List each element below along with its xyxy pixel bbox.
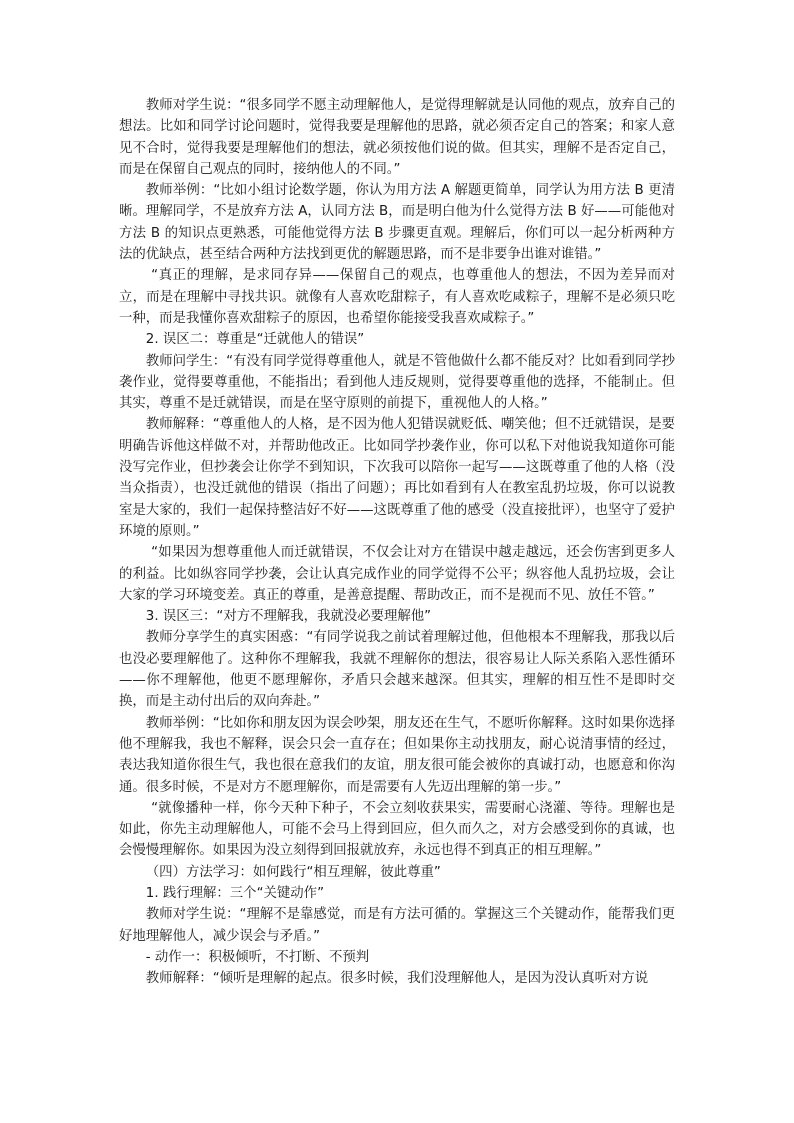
body-paragraph: 教师举例：“比如小组讨论数学题，你认为用方法 A 解题更简单，同学认为用方法 B 更清晰。理解同学，不是放弃方法 A，认同方法 B，而是明白他为什么觉得方法 B 好——可能他对方法 B 的知识点更熟悉，可能他觉得方法 B 步骤更直观。理解后，你们可以一起分析两种方法的优缺点，甚至结合两种方法找到更优的解题思路，而不是非要争出谁对谁错。”	[119, 183, 675, 263]
section-heading: 1. 践行理解：三个“关键动作”	[145, 885, 324, 901]
body-paragraph: 教师对学生说：“很多同学不愿主动理解他人，是觉得理解就是认同他的观点，放弃自己的想法。比如和同学讨论问题时，觉得我要是理解他的思路，就必须否定自己的答案；和家人意见不合时，觉得我要是理解他们的想法，就必须按他们说的做。但其实，理解不是否定自己，而是在保留自己观点的同时，接纳他人的不同。”	[119, 98, 675, 177]
body-paragraph: 教师分享学生的真实困惑：“有同学说我之前试着理解过他，但他根本不理解我，那我以后也没必要理解他了。这种你不理解我，我就不理解你的想法，很容易让人际关系陷入恶性循环——你不理解他，他更不愿理解你，矛盾只会越来越深。但其实，理解的相互性不是即时交换，而是主动付出后的双向奔赴。”	[119, 630, 675, 710]
body-paragraph: 教师举例：“比如你和朋友因为误会吵架，朋友还在生气，不愿听你解释。这时如果你选择他不理解我，我也不解释，误会只会一直存在；但如果你主动找朋友，耐心说清事情的经过，表达我知道你很生气，我也很在意我们的友谊，朋友很可能会被你的真诚打动，也愿意和你沟通。很多时候，不是对方不愿理解你，而是需要有人先迈出理解的第一步。”	[119, 715, 675, 795]
body-paragraph: 教师解释：“倾听是理解的起点。很多时候，我们没理解他人，是因为没认真听对方说	[145, 971, 649, 987]
quote-paragraph: “就像播种一样，你今天种下种子，不会立刻收获果实，需要耐心浇灌、等待。理解也是如此，你先主动理解他人，可能不会马上得到回应，但久而久之，对方会感受到你的真诚，也会慢慢理解你。如果因为没立刻得到回报就放弃，永远也得不到真正的相互理解。”	[119, 800, 675, 859]
document-page	[119, 95, 675, 989]
body-paragraph: 教师问学生：“有没有同学觉得尊重他人，就是不管他做什么都不能反对？比如看到同学抄袭作业，觉得要尊重他，不能指出；看到他人违反规则，觉得要尊重他的选择，不能制止。但其实，尊重不是迁就错误，而是在坚守原则的前提下，重视他人的人格。”	[119, 353, 675, 412]
section-heading: （四）方法学习：如何践行“相互理解，彼此尊重”	[145, 864, 441, 880]
body-paragraph: - 动作一：积极倾听，不打断、不预判	[145, 949, 370, 965]
section-heading: 3. 误区三：“对方不理解我，我就没必要理解他”	[145, 609, 432, 625]
quote-paragraph: “真正的理解，是求同存异——保留自己的观点，也尊重他人的想法，不因为差异而对立，而是在理解中寻找共识。就像有人喜欢吃甜粽子，有人喜欢吃咸粽子，理解不是必须只吃一种，而是我懂你喜欢甜粽子的原因，也希望你能接受我喜欢咸粽子。”	[119, 268, 675, 326]
section-heading: 2. 误区二：尊重是“迁就他人的错误”	[145, 332, 365, 348]
body-paragraph: 教师对学生说：“理解不是靠感觉，而是有方法可循的。掌握这三个关键动作，能帮我们更好地理解他人，减少误会与矛盾。”	[119, 907, 675, 944]
body-paragraph: 教师解释：“尊重他人的人格，是不因为他人犯错误就贬低、嘲笑他；但不迁就错误，是要明确告诉他这样做不对，并帮助他改正。比如同学抄袭作业，你可以私下对他说我知道你可能没写完作业，但抄袭会让你学不到知识，下次我可以陪你一起写——这既尊重了他的人格（没当众指责），也没迁就他的错误（指出了问题）；再比如看到有人在教室乱扔垃圾，你可以说教室是大家的，我们一起保持整洁好不好——这既尊重了他的感受（没直接批评），也坚守了爱护环境的原则。”	[119, 417, 675, 539]
quote-paragraph: “如果因为想尊重他人而迁就错误，不仅会让对方在错误中越走越远，还会伤害到更多人的利益。比如纵容同学抄袭，会让认真完成作业的同学觉得不公平；纵容他人乱扔垃圾，会让大家的学习环境变差。真正的尊重，是善意提醒、帮助改正，而不是视而不见、放任不管。”	[119, 545, 675, 603]
